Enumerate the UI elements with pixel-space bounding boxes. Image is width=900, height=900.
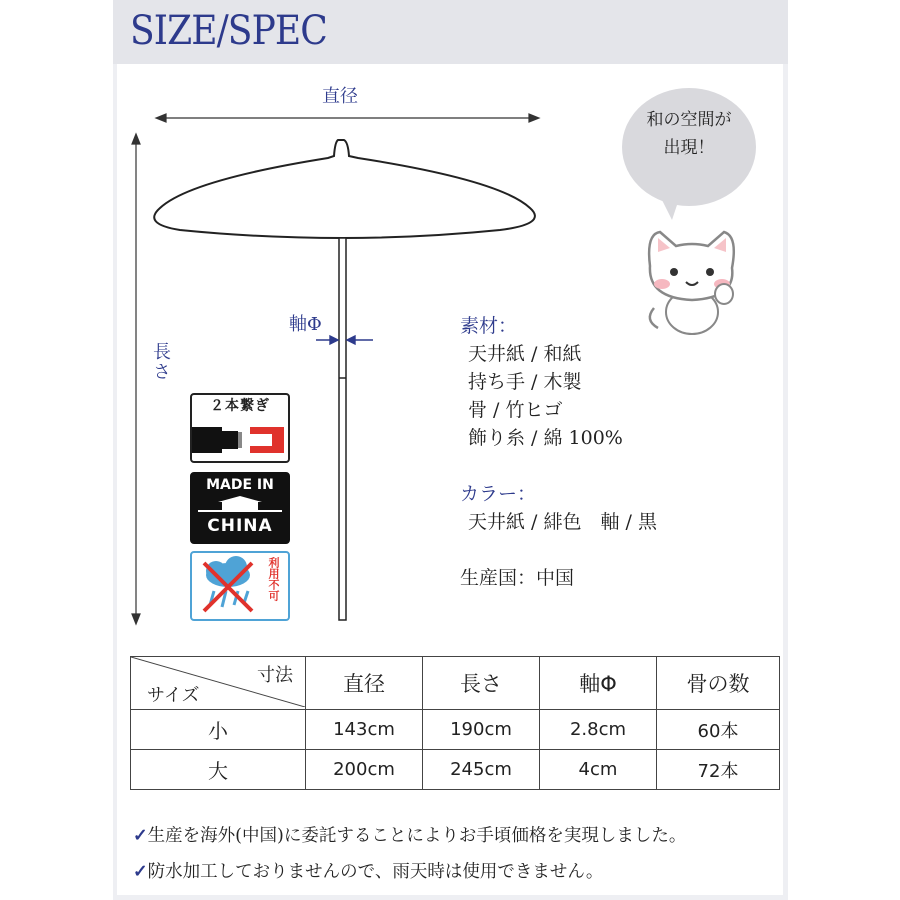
column-header: 骨の数: [657, 657, 780, 710]
material-item: 飾り糸 / 綿 100%: [468, 427, 623, 449]
size-cell: 小: [131, 710, 306, 750]
color-heading: カラー：: [460, 483, 537, 505]
table-row: [131, 750, 780, 790]
table-row: [131, 710, 780, 750]
two-piece-label: ２本繋ぎ: [210, 398, 270, 414]
table-cell: 245cm: [423, 750, 540, 790]
table-corner-cell: [131, 657, 306, 710]
no-rain-icon: [194, 555, 262, 617]
bubble-tail: [650, 196, 690, 226]
made-in-label: MADE IN: [206, 477, 274, 493]
column-header: 直径: [306, 657, 423, 710]
bubble-line-1: 和の空間が: [646, 110, 732, 130]
origin-text: 生産国：中国: [460, 567, 575, 589]
table-cell: 72本: [657, 750, 780, 790]
umbrella-shaft: [339, 238, 346, 620]
diameter-label: 直径: [322, 86, 358, 107]
size-cell: 大: [131, 750, 306, 790]
umbrella-canopy: [154, 140, 535, 238]
table-cell: 190cm: [423, 710, 540, 750]
check-icon: ✓: [133, 862, 148, 882]
table-cell: 60本: [657, 710, 780, 750]
corner-size-label: サイズ: [147, 685, 200, 706]
speech-bubble: [622, 88, 756, 206]
length-arrow: [132, 134, 140, 624]
page-title: SIZE/SPEC: [130, 8, 327, 54]
corner-dimension-label: 寸法: [257, 665, 293, 686]
color-value: 天井紙 / 緋色 軸 / 黒: [468, 511, 657, 533]
diameter-arrow: [156, 114, 539, 122]
material-heading: 素材：: [460, 315, 518, 337]
table-header-row: [131, 657, 780, 710]
connector-icon: [192, 417, 288, 461]
material-item: 骨 / 竹ヒゴ: [468, 399, 563, 421]
size-table: [130, 656, 780, 790]
note-line: [133, 818, 686, 854]
china-label: CHINA: [207, 516, 273, 536]
check-icon: ✓: [133, 826, 148, 846]
material-item: 天井紙 / 和紙: [468, 343, 582, 365]
two-piece-badge: [190, 393, 290, 463]
column-header: 長さ: [423, 657, 540, 710]
spec-block: [460, 312, 657, 592]
gate-icon: [192, 496, 288, 516]
made-in-china-badge: [190, 472, 290, 544]
no-rain-label: 利用不可: [267, 557, 280, 601]
note-line: [133, 854, 686, 890]
no-rain-badge: [190, 551, 290, 621]
bubble-line-2: 出現！: [663, 138, 715, 158]
note-text: 防水加工しておりませんので、雨天時は使用できません。: [147, 862, 604, 882]
column-header: 軸Φ: [540, 657, 657, 710]
table-cell: 200cm: [306, 750, 423, 790]
length-label: 長さ: [150, 342, 171, 382]
table-cell: 143cm: [306, 710, 423, 750]
table-cell: 4cm: [540, 750, 657, 790]
table-cell: 2.8cm: [540, 710, 657, 750]
note-text: 生産を海外(中国)に委託することによりお手頃価格を実現しました。: [147, 826, 687, 846]
notes: [133, 818, 686, 890]
shaft-label: 軸Φ: [289, 314, 322, 335]
material-item: 持ち手 / 木製: [468, 371, 582, 393]
